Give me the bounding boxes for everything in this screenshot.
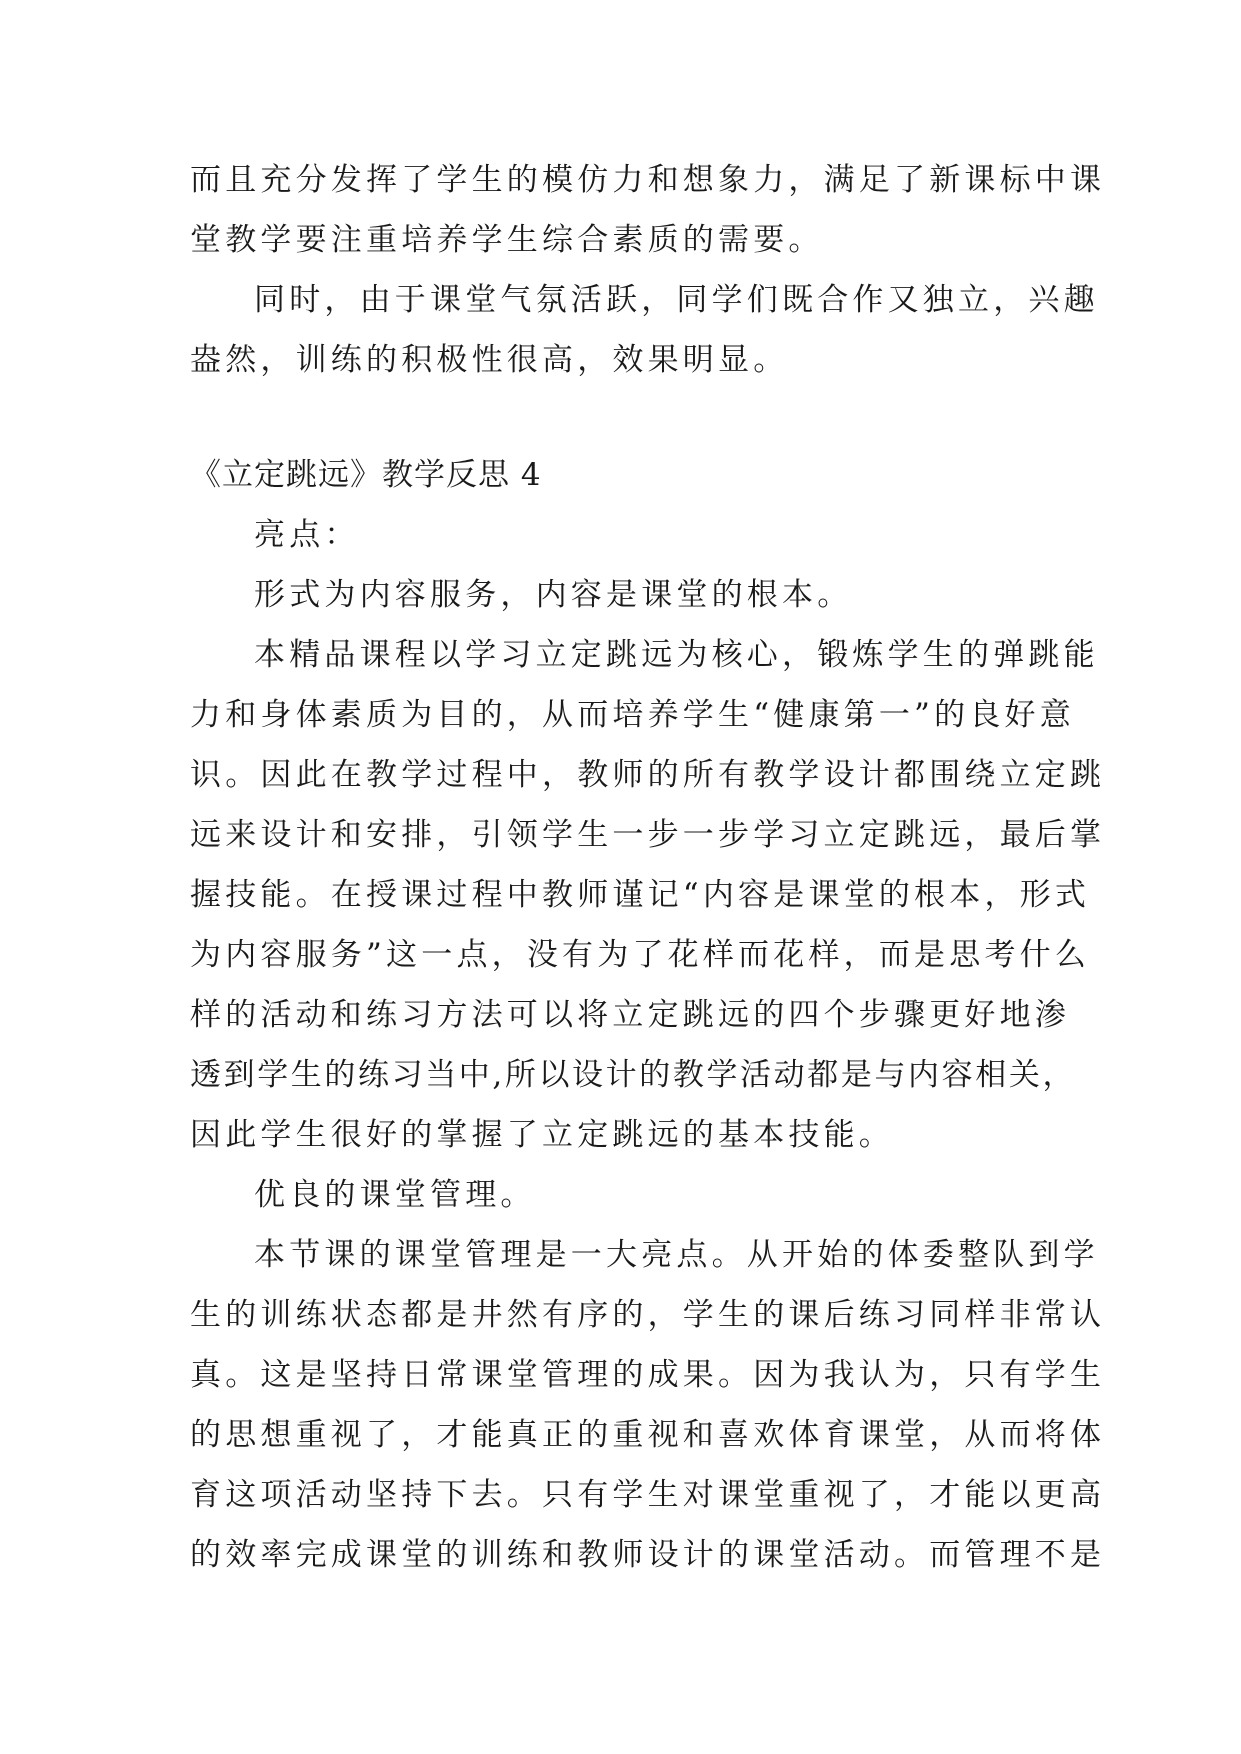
paragraph-line: 握技能。在授课过程中教师谨记“内容是课堂的根本，形式 xyxy=(190,877,1091,913)
highlights-label: 亮点： xyxy=(254,517,360,553)
paragraph-line: 堂教学要注重培养学生综合素质的需要。 xyxy=(190,222,824,258)
paragraph-line: 为内容服务”这一点，没有为了花样而花样，而是思考什么 xyxy=(190,937,1091,973)
paragraph-line: 同时，由于课堂气氛活跃，同学们既合作又独立，兴趣 xyxy=(254,282,1099,318)
paragraph-line: 识。因此在教学过程中，教师的所有教学设计都围绕立定跳 xyxy=(190,757,1106,793)
paragraph-line: 透到学生的练习当中,所以设计的教学活动都是与内容相关， xyxy=(190,1057,1077,1093)
paragraph-line: 本节课的课堂管理是一大亮点。从开始的体委整队到学 xyxy=(254,1237,1099,1273)
section-title: 《立定跳远》教学反思 4 xyxy=(190,457,542,493)
paragraph-line: 生的训练状态都是井然有序的，学生的课后练习同样非常认 xyxy=(190,1297,1106,1333)
paragraph-line: 真。这是坚持日常课堂管理的成果。因为我认为，只有学生 xyxy=(190,1357,1106,1393)
paragraph-line: 而且充分发挥了学生的模仿力和想象力，满足了新课标中课 xyxy=(190,162,1106,198)
paragraph-line: 远来设计和安排，引领学生一步一步学习立定跳远，最后掌 xyxy=(190,817,1106,853)
paragraph-line: 本精品课程以学习立定跳远为核心，锻炼学生的弹跳能 xyxy=(254,637,1099,673)
document-page xyxy=(190,150,1106,1585)
point1-heading: 形式为内容服务，内容是课堂的根本。 xyxy=(254,577,853,613)
paragraph-line: 的效率完成课堂的训练和教师设计的课堂活动。而管理不是 xyxy=(190,1537,1106,1573)
paragraph-line: 的思想重视了，才能真正的重视和喜欢体育课堂，从而将体 xyxy=(190,1417,1106,1453)
paragraph-line: 力和身体素质为目的，从而培养学生“健康第一”的良好意 xyxy=(190,697,1075,733)
paragraph-line: 育这项活动坚持下去。只有学生对课堂重视了，才能以更高 xyxy=(190,1477,1106,1513)
point2-heading: 优良的课堂管理。 xyxy=(254,1177,536,1213)
paragraph-line: 样的活动和练习方法可以将立定跳远的四个步骤更好地渗 xyxy=(190,997,1070,1033)
paragraph-line: 盎然，训练的积极性很高，效果明显。 xyxy=(190,342,789,378)
paragraph-line: 因此学生很好的掌握了立定跳远的基本技能。 xyxy=(190,1117,894,1153)
